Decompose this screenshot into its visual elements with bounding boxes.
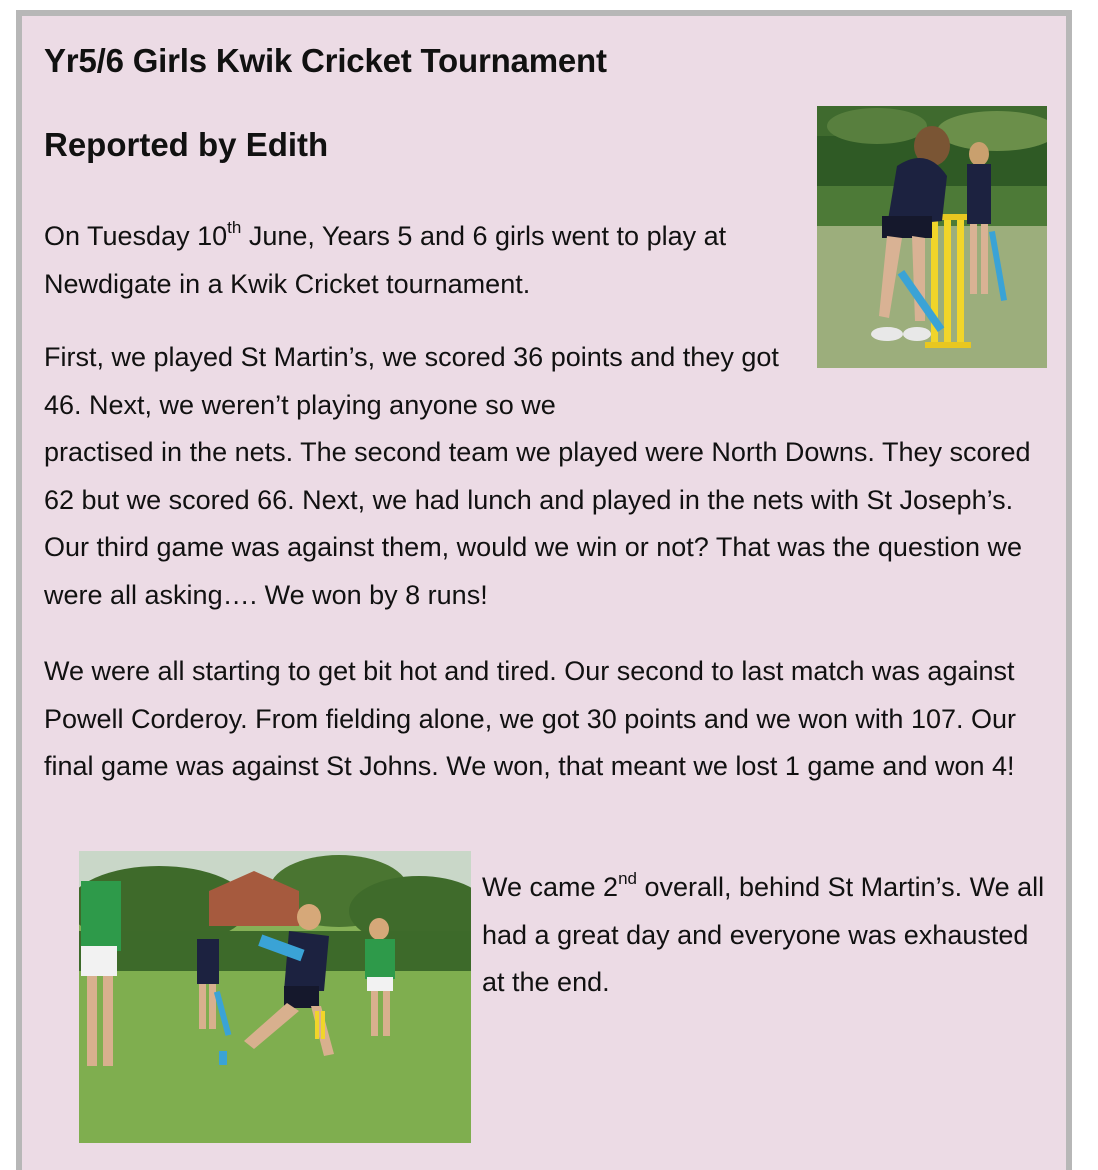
bowling-photo-illustration [79, 851, 471, 1143]
batting-photo-illustration [817, 106, 1047, 368]
para4-text-a: We came 2 [482, 872, 619, 902]
para4-superscript: nd [618, 869, 637, 888]
para2-text-wrapped: First, we played St Martin’s, we scored 36 points and they got 46. Next, we weren’t playing anyone so we [44, 342, 779, 420]
para4-text-b: overall, behind St Martin’s. We all had a great day and everyone was exhausted at the end. [482, 872, 1045, 997]
para2-text-rest: practised in the nets. The second team we played were North Downs. They scored 62 but we scored 66. Next, we had lunch and played in the nets with St Joseph’s. Our third game was against them, would we win or not? That was the question we were all asking…. We won by 8 runs! [44, 437, 1031, 610]
report-byline: Reported by Edith [44, 126, 329, 163]
paragraph-result [482, 864, 1052, 1007]
report-panel [16, 10, 1072, 1170]
paragraph-later-matches: We were all starting to get bit hot and tired. Our second to last match was against Powell Corderoy. From fielding alone, we got 30 points and we won with 107. Our final game was against St Johns. We won, that meant we lost 1 game and won 4! [44, 656, 1017, 781]
girl-bowling-on-field-photo [79, 851, 471, 1143]
para1-text-a: On Tuesday 10 [44, 221, 228, 251]
para1-superscript: th [227, 218, 242, 237]
paragraph-intro [44, 213, 804, 308]
girl-batting-at-stumps-photo [817, 106, 1047, 368]
paragraph-matches [44, 334, 1054, 619]
para1-text-b: June, Years 5 and 6 girls went to play at Newdigate in a Kwik Cricket tournament. [44, 221, 727, 299]
report-title: Yr5/6 Girls Kwik Cricket Tournament [44, 42, 607, 79]
